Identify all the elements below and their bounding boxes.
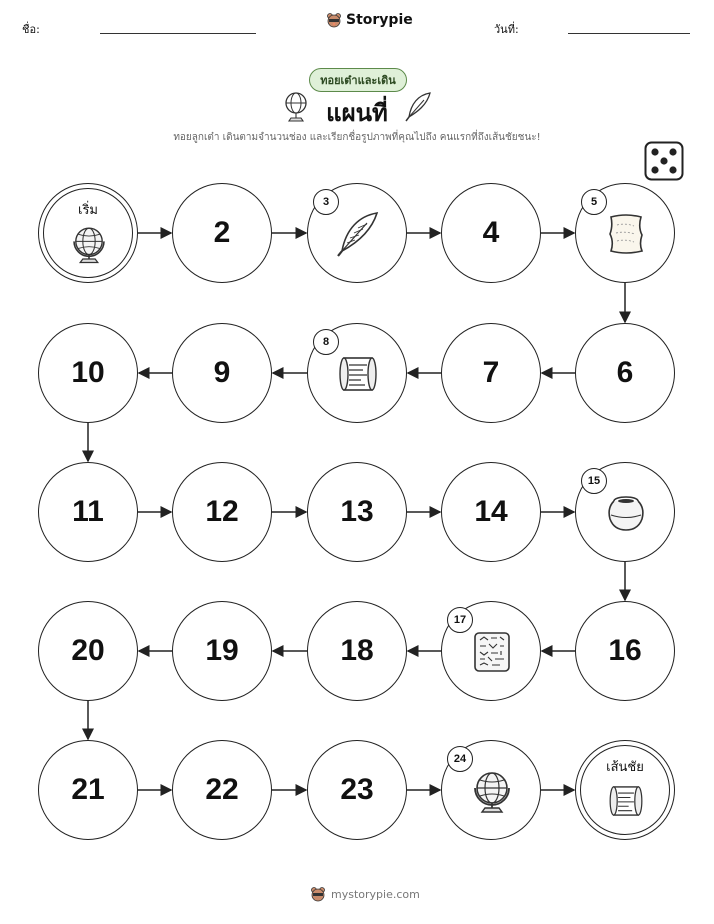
board-space-10 <box>38 323 138 423</box>
footer <box>310 886 420 902</box>
start-space <box>38 183 138 283</box>
globe-icon <box>467 766 517 816</box>
space-number-badge: 15 <box>581 468 607 494</box>
space-number-badge: 24 <box>447 746 473 772</box>
board-space-20 <box>38 601 138 701</box>
space-number: 16 <box>608 634 642 667</box>
space-number: 7 <box>482 356 500 389</box>
board-space-13 <box>307 462 407 562</box>
board-space-2 <box>172 183 272 283</box>
space-label: เริ่ม <box>78 203 98 218</box>
tablet-icon <box>467 627 517 677</box>
space-number: 10 <box>71 356 105 389</box>
space-number-badge: 17 <box>447 607 473 633</box>
space-number: 22 <box>205 773 239 806</box>
board-space-6 <box>575 323 675 423</box>
brand-name: Storypie <box>346 12 413 28</box>
instructions: ทอยลูกเต๋า เดินตามจำนวนช่อง และเรียกชื่อรูปภาพที่คุณไปถึง คนแรกที่ถึงเส้นชัยชนะ! <box>173 132 541 143</box>
date-label: วันที่: <box>494 23 519 36</box>
space-number: 4 <box>482 216 500 249</box>
board-space-8 <box>307 323 407 423</box>
space-label: เส้นชัย <box>606 760 644 775</box>
board-space-7 <box>441 323 541 423</box>
board-space-19 <box>172 601 272 701</box>
board-space-18 <box>307 601 407 701</box>
board-space-11 <box>38 462 138 562</box>
board-space-17 <box>441 601 541 701</box>
scroll-icon <box>333 349 383 399</box>
space-number: 12 <box>205 495 239 528</box>
feather-quill-icon <box>333 209 383 259</box>
space-number-badge: 5 <box>581 189 607 215</box>
page-title: แผนที่ <box>326 99 388 127</box>
space-number: 23 <box>340 773 374 806</box>
name-label: ชื่อ: <box>22 23 40 36</box>
footer-url[interactable]: mystorypie.com <box>331 887 420 901</box>
space-number: 19 <box>205 634 239 667</box>
space-number: 21 <box>71 773 105 806</box>
board-space-12 <box>172 462 272 562</box>
scroll-icon <box>604 779 648 823</box>
space-number: 20 <box>71 634 105 667</box>
board-space-21 <box>38 740 138 840</box>
space-number: 18 <box>340 634 374 667</box>
board-space-22 <box>172 740 272 840</box>
space-number: 13 <box>340 495 374 528</box>
space-number: 6 <box>616 356 634 389</box>
globe-icon <box>67 222 111 266</box>
board-space-16 <box>575 601 675 701</box>
pot-icon <box>601 488 651 538</box>
space-number: 11 <box>72 495 104 528</box>
board-space-5 <box>575 183 675 283</box>
space-number: 14 <box>474 495 508 528</box>
board-space-9 <box>172 323 272 423</box>
game-type-pill: ทอยเต๋าและเดิน <box>309 68 407 92</box>
space-number: 2 <box>213 216 231 249</box>
board-space-14 <box>441 462 541 562</box>
parchment-icon <box>601 209 651 259</box>
space-number: 9 <box>213 356 231 389</box>
board-space-15 <box>575 462 675 562</box>
board-space-24 <box>441 740 541 840</box>
finish-space <box>575 740 675 840</box>
bear-mascot-icon <box>310 886 326 902</box>
board-space-4 <box>441 183 541 283</box>
space-number-badge: 8 <box>313 329 339 355</box>
space-number-badge: 3 <box>313 189 339 215</box>
board-space-23 <box>307 740 407 840</box>
board-space-3 <box>307 183 407 283</box>
